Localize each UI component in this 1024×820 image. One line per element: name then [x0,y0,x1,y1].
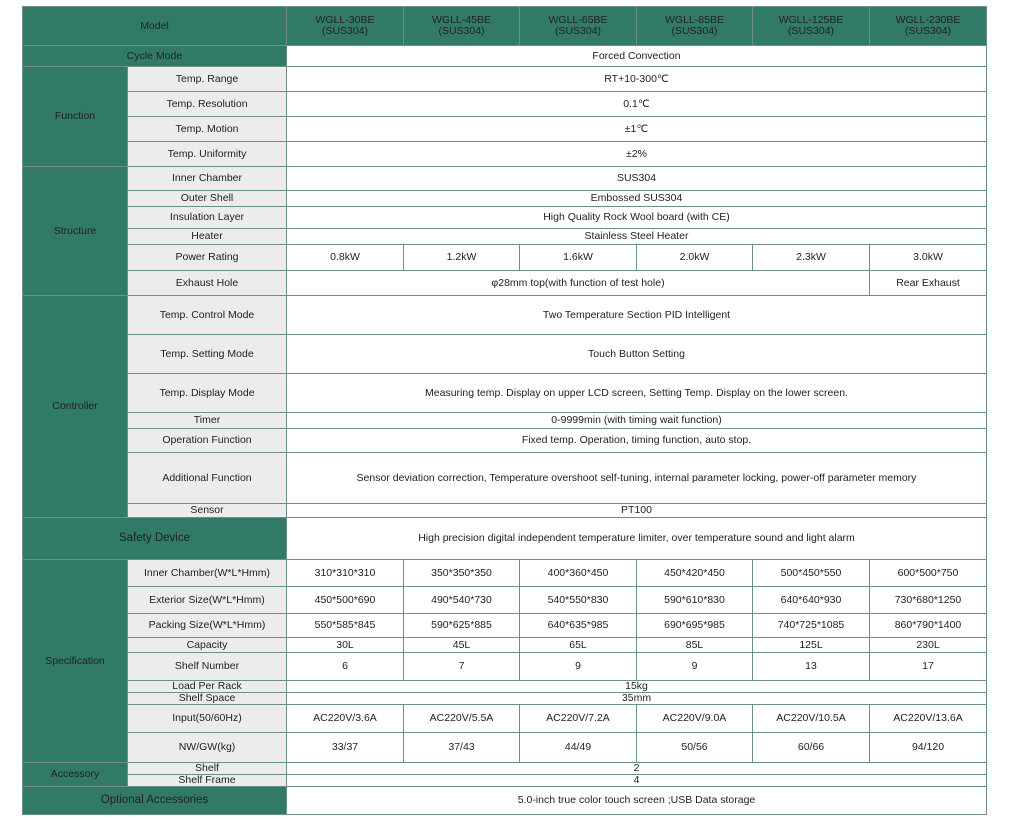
optional-row [23,787,987,815]
row-label: Shelf Space [128,693,287,705]
row-value: ±2% [287,142,987,167]
cell-value: 2.0kW [637,245,753,271]
function-group-label: Function [23,67,128,167]
cell-value: AC220V/7.2A [520,705,637,733]
cell-value: AC220V/13.6A [870,705,987,733]
cycle-mode-row [23,46,987,67]
model-label: Model [23,7,287,46]
model-header: WGLL-65BE (SUS304) [520,7,637,46]
row-label: Inner Chamber(W*L*Hmm) [128,560,287,587]
cell-value: 400*360*450 [520,560,637,587]
cell-value: 2.3kW [753,245,870,271]
controller-row [23,413,987,429]
structure-row [23,207,987,229]
spec-row [23,587,987,614]
cell-value: 550*585*845 [287,614,404,638]
row-label: Heater [128,229,287,245]
cycle-mode-label: Cycle Mode [23,46,287,67]
controller-group-label: Controller [23,296,128,518]
cell-value: 310*310*310 [287,560,404,587]
row-label: Temp. Motion [128,117,287,142]
cell-value: 540*550*830 [520,587,637,614]
cell-value: 730*680*1250 [870,587,987,614]
controller-row [23,374,987,413]
cell-value: 17 [870,653,987,681]
cell-value: 125L [753,638,870,653]
cell-value: 690*695*985 [637,614,753,638]
model-header: WGLL-30BE (SUS304) [287,7,404,46]
cell-value: AC220V/5.5A [404,705,520,733]
optional-label: Optional Accessories [23,787,287,815]
controller-row [23,296,987,335]
structure-group-label: Structure [23,167,128,296]
row-value: 35mm [287,693,987,705]
cell-value: AC220V/3.6A [287,705,404,733]
cell-value: 600*500*750 [870,560,987,587]
row-label: Shelf Number [128,653,287,681]
model-header: WGLL-125BE (SUS304) [753,7,870,46]
cell-value: 350*350*350 [404,560,520,587]
row-label: Packing Size(W*L*Hmm) [128,614,287,638]
cell-value: 44/49 [520,733,637,763]
row-label: Temp. Uniformity [128,142,287,167]
row-label: Shelf Frame [128,775,287,787]
cell-value: 230L [870,638,987,653]
cycle-mode-value: Forced Convection [287,46,987,67]
cell-value: 490*540*730 [404,587,520,614]
row-label: Temp. Resolution [128,92,287,117]
row-label: Inner Chamber [128,167,287,191]
cell-value: 94/120 [870,733,987,763]
cell-value: 45L [404,638,520,653]
cell-value: 1.6kW [520,245,637,271]
row-label: Insulation Layer [128,207,287,229]
row-label: NW/GW(kg) [128,733,287,763]
spec-row [23,681,987,693]
cell-value: 7 [404,653,520,681]
row-value: ±1℃ [287,117,987,142]
row-value: 15kg [287,681,987,693]
cell-value: 450*500*690 [287,587,404,614]
row-value: 0.1℃ [287,92,987,117]
spec-row [23,733,987,763]
row-value: Fixed temp. Operation, timing function, auto stop. [287,429,987,453]
safety-value: High precision digital independent temperature limiter, over temperature sound and light alarm [287,518,987,560]
controller-row [23,504,987,518]
cell-value: AC220V/10.5A [753,705,870,733]
safety-label: Safety Device [23,518,287,560]
row-label: Exterior Size(W*L*Hmm) [128,587,287,614]
cell-value: Rear Exhaust [870,271,987,296]
cell-value: 85L [637,638,753,653]
cell-value: 3.0kW [870,245,987,271]
controller-row [23,453,987,504]
cell-value: AC220V/9.0A [637,705,753,733]
cell-value: 9 [637,653,753,681]
row-value: Stainless Steel Heater [287,229,987,245]
row-label: Temp. Display Mode [128,374,287,413]
row-label: Input(50/60Hz) [128,705,287,733]
row-value: Embossed SUS304 [287,191,987,207]
model-header: WGLL-230BE (SUS304) [870,7,987,46]
spec-row [23,560,987,587]
accessory-group-label: Accessory [23,763,128,787]
function-row [23,117,987,142]
row-value: Sensor deviation correction, Temperature overshoot self-tuning, internal parameter locking, power-off parameter memory [287,453,987,504]
cell-value: 1.2kW [404,245,520,271]
cell-value: 500*450*550 [753,560,870,587]
row-value: 0-9999min (with timing wait function) [287,413,987,429]
cell-value: 740*725*1085 [753,614,870,638]
row-value: RT+10-300℃ [287,67,987,92]
row-label: Operation Function [128,429,287,453]
optional-value: 5.0-inch true color touch screen ;USB Data storage [287,787,987,815]
row-label: Timer [128,413,287,429]
structure-row [23,229,987,245]
accessory-row [23,763,987,775]
controller-row [23,429,987,453]
cell-value: 33/37 [287,733,404,763]
spec-row [23,693,987,705]
structure-row [23,191,987,207]
row-label: Capacity [128,638,287,653]
row-label: Temp. Control Mode [128,296,287,335]
model-header: WGLL-45BE (SUS304) [404,7,520,46]
row-label: Exhaust Hole [128,271,287,296]
cell-value: 50/56 [637,733,753,763]
cell-value: 60/66 [753,733,870,763]
row-label: Temp. Setting Mode [128,335,287,374]
row-value: 2 [287,763,987,775]
row-value: PT100 [287,504,987,518]
structure-row [23,271,987,296]
row-value: Two Temperature Section PID Intelligent [287,296,987,335]
cell-value: 30L [287,638,404,653]
function-row [23,142,987,167]
row-label: Sensor [128,504,287,518]
row-value: SUS304 [287,167,987,191]
cell-value: 6 [287,653,404,681]
spec-row [23,705,987,733]
cell-value: 640*635*985 [520,614,637,638]
spec-row [23,638,987,653]
cell-value: 0.8kW [287,245,404,271]
cell-value: 65L [520,638,637,653]
row-label: Outer Shell [128,191,287,207]
row-value: φ28mm top(with function of test hole) [287,271,870,296]
row-value: Touch Button Setting [287,335,987,374]
cell-value: 37/43 [404,733,520,763]
row-label: Shelf [128,763,287,775]
cell-value: 860*790*1400 [870,614,987,638]
cell-value: 640*640*930 [753,587,870,614]
row-label: Additional Function [128,453,287,504]
specification-group-label: Specification [23,560,128,763]
row-value: Measuring temp. Display on upper LCD screen, Setting Temp. Display on the lower screen. [287,374,987,413]
row-label: Power Rating [128,245,287,271]
row-label: Temp. Range [128,67,287,92]
controller-row [23,335,987,374]
structure-row [23,167,987,191]
spec-row [23,614,987,638]
header-row [23,7,987,46]
structure-row [23,245,987,271]
cell-value: 590*610*830 [637,587,753,614]
safety-row [23,518,987,560]
cell-value: 9 [520,653,637,681]
cell-value: 13 [753,653,870,681]
function-row [23,92,987,117]
spec-row [23,653,987,681]
spec-table [22,6,987,815]
model-header: WGLL-85BE (SUS304) [637,7,753,46]
function-row [23,67,987,92]
row-value: High Quality Rock Wool board (with CE) [287,207,987,229]
cell-value: 450*420*450 [637,560,753,587]
cell-value: 590*625*885 [404,614,520,638]
accessory-row [23,775,987,787]
row-value: 4 [287,775,987,787]
row-label: Load Per Rack [128,681,287,693]
